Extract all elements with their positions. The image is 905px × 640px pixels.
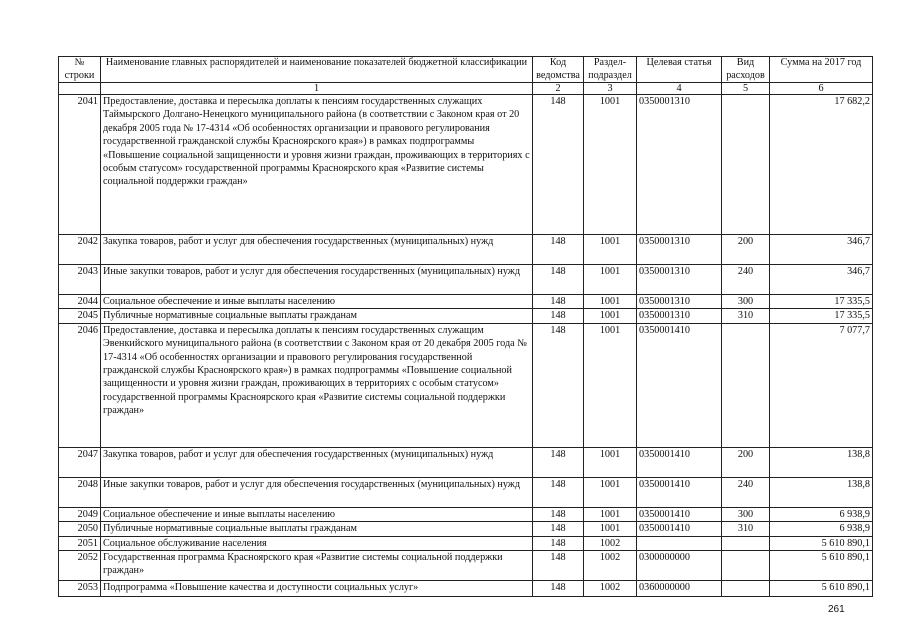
index-cell: 6 bbox=[770, 83, 873, 95]
header-name: Наименование главных распорядителей и наименование показателей бюджетной классификации bbox=[101, 57, 533, 83]
row-sum-cell: 6 938,9 bbox=[770, 507, 873, 521]
row-number-cell: 2044 bbox=[59, 295, 101, 309]
header-section: Раздел-подраздел bbox=[584, 57, 637, 83]
row-type-cell: 300 bbox=[722, 507, 770, 521]
row-code-cell: 148 bbox=[533, 522, 584, 536]
row-number-cell: 2053 bbox=[59, 581, 101, 597]
row-code-cell: 148 bbox=[533, 551, 584, 581]
header-code: Код ведомства bbox=[533, 57, 584, 83]
index-cell-blank bbox=[59, 83, 101, 95]
row-target-cell: 0360000000 bbox=[637, 581, 722, 597]
row-target-cell: 0350001410 bbox=[637, 507, 722, 521]
row-section-cell: 1001 bbox=[584, 477, 637, 507]
row-code-cell: 148 bbox=[533, 235, 584, 265]
row-code-cell: 148 bbox=[533, 581, 584, 597]
row-target-cell bbox=[637, 536, 722, 550]
row-number-cell: 2051 bbox=[59, 536, 101, 550]
row-code-cell: 148 bbox=[533, 95, 584, 235]
header-num: № строки bbox=[59, 57, 101, 83]
table-row bbox=[59, 95, 873, 235]
row-name-cell: Социальное обслуживание населения bbox=[101, 536, 533, 550]
index-cell: 4 bbox=[637, 83, 722, 95]
row-code-cell: 148 bbox=[533, 323, 584, 447]
row-sum-cell: 17 335,5 bbox=[770, 309, 873, 323]
header-sum: Сумма на 2017 год bbox=[770, 57, 873, 83]
row-target-cell: 0350001310 bbox=[637, 265, 722, 295]
row-number-cell: 2042 bbox=[59, 235, 101, 265]
row-name-cell: Подпрограмма «Повышение качества и доступности социальных услуг» bbox=[101, 581, 533, 597]
row-sum-cell: 5 610 890,1 bbox=[770, 536, 873, 550]
row-type-cell: 240 bbox=[722, 477, 770, 507]
table-row bbox=[59, 323, 873, 447]
row-sum-cell: 5 610 890,1 bbox=[770, 551, 873, 581]
row-target-cell: 0300000000 bbox=[637, 551, 722, 581]
row-type-cell bbox=[722, 536, 770, 550]
row-number-cell: 2050 bbox=[59, 522, 101, 536]
row-name-cell: Социальное обеспечение и иные выплаты населению bbox=[101, 507, 533, 521]
table-row bbox=[59, 477, 873, 507]
row-section-cell: 1001 bbox=[584, 295, 637, 309]
row-type-cell bbox=[722, 581, 770, 597]
table-row bbox=[59, 447, 873, 477]
row-type-cell: 310 bbox=[722, 522, 770, 536]
row-section-cell: 1002 bbox=[584, 551, 637, 581]
header-type: Вид расходов bbox=[722, 57, 770, 83]
row-type-cell: 240 bbox=[722, 265, 770, 295]
row-type-cell bbox=[722, 323, 770, 447]
row-sum-cell: 17 335,5 bbox=[770, 295, 873, 309]
table-row bbox=[59, 507, 873, 521]
row-type-cell: 310 bbox=[722, 309, 770, 323]
page-number: 261 bbox=[828, 604, 845, 615]
budget-table bbox=[58, 56, 873, 597]
row-target-cell: 0350001310 bbox=[637, 295, 722, 309]
row-name-cell: Иные закупки товаров, работ и услуг для обеспечения государственных (муниципальных) нужд bbox=[101, 477, 533, 507]
row-target-cell: 0350001410 bbox=[637, 522, 722, 536]
row-type-cell: 200 bbox=[722, 447, 770, 477]
row-section-cell: 1001 bbox=[584, 447, 637, 477]
row-number-cell: 2041 bbox=[59, 95, 101, 235]
row-name-cell: Социальное обеспечение и иные выплаты населению bbox=[101, 295, 533, 309]
row-target-cell: 0350001310 bbox=[637, 95, 722, 235]
row-section-cell: 1001 bbox=[584, 522, 637, 536]
row-sum-cell: 138,8 bbox=[770, 477, 873, 507]
row-type-cell: 300 bbox=[722, 295, 770, 309]
table-body bbox=[59, 95, 873, 597]
index-cell: 2 bbox=[533, 83, 584, 95]
row-number-cell: 2045 bbox=[59, 309, 101, 323]
row-sum-cell: 346,7 bbox=[770, 235, 873, 265]
row-target-cell: 0350001410 bbox=[637, 477, 722, 507]
row-target-cell: 0350001410 bbox=[637, 323, 722, 447]
row-number-cell: 2052 bbox=[59, 551, 101, 581]
row-code-cell: 148 bbox=[533, 536, 584, 550]
row-name-cell: Предоставление, доставка и пересылка доплаты к пенсиям государственных служащим Эвенкийского муниципального района (в соответствии с Законом края от 20 декабря 2005 года № 17-4314 «Об особенностях организации и правового регулирования государственной гражданской службы Красноярского края») в рамках подпрограммы «Повышение социальной защищенности и уровня жизни граждан, проживающих в территориях с особым статусом» государственной программы Красноярского края «Развитие системы социальной поддержки граждан» bbox=[101, 323, 533, 447]
row-type-cell bbox=[722, 551, 770, 581]
row-name-cell: Предоставление, доставка и пересылка доплаты к пенсиям государственных служащих Таймырского Долгано-Ненецкого муниципального района (в соответствии с Законом края от 20 декабря 2005 года № 17-4314 «Об особенностях организации и правового регулирования государственной гражданской службы Красноярского края») в рамках подпрограммы «Повышение социальной защищенности и уровня жизни граждан, проживающих в территориях с особым статусом» государственной программы Красноярского края «Развитие системы социальной поддержки граждан» bbox=[101, 95, 533, 235]
index-cell: 3 bbox=[584, 83, 637, 95]
row-number-cell: 2046 bbox=[59, 323, 101, 447]
table-row bbox=[59, 536, 873, 550]
row-type-cell: 200 bbox=[722, 235, 770, 265]
row-name-cell: Иные закупки товаров, работ и услуг для обеспечения государственных (муниципальных) нужд bbox=[101, 265, 533, 295]
row-code-cell: 148 bbox=[533, 507, 584, 521]
row-code-cell: 148 bbox=[533, 477, 584, 507]
row-sum-cell: 5 610 890,1 bbox=[770, 581, 873, 597]
row-target-cell: 0350001410 bbox=[637, 447, 722, 477]
row-section-cell: 1001 bbox=[584, 323, 637, 447]
row-name-cell: Закупка товаров, работ и услуг для обеспечения государственных (муниципальных) нужд bbox=[101, 447, 533, 477]
header-row bbox=[59, 57, 873, 83]
index-cell: 1 bbox=[101, 83, 533, 95]
row-number-cell: 2048 bbox=[59, 477, 101, 507]
row-sum-cell: 7 077,7 bbox=[770, 323, 873, 447]
row-number-cell: 2049 bbox=[59, 507, 101, 521]
index-cell: 5 bbox=[722, 83, 770, 95]
row-name-cell: Публичные нормативные социальные выплаты гражданам bbox=[101, 522, 533, 536]
table-row bbox=[59, 551, 873, 581]
row-name-cell: Закупка товаров, работ и услуг для обеспечения государственных (муниципальных) нужд bbox=[101, 235, 533, 265]
row-section-cell: 1001 bbox=[584, 235, 637, 265]
row-number-cell: 2047 bbox=[59, 447, 101, 477]
table-row bbox=[59, 522, 873, 536]
row-section-cell: 1002 bbox=[584, 581, 637, 597]
row-code-cell: 148 bbox=[533, 447, 584, 477]
row-name-cell: Государственная программа Красноярского края «Развитие системы социальной поддержки граждан» bbox=[101, 551, 533, 581]
index-row bbox=[59, 83, 873, 95]
row-section-cell: 1001 bbox=[584, 309, 637, 323]
row-section-cell: 1002 bbox=[584, 536, 637, 550]
row-name-cell: Публичные нормативные социальные выплаты гражданам bbox=[101, 309, 533, 323]
row-target-cell: 0350001310 bbox=[637, 235, 722, 265]
row-code-cell: 148 bbox=[533, 295, 584, 309]
row-sum-cell: 6 938,9 bbox=[770, 522, 873, 536]
row-number-cell: 2043 bbox=[59, 265, 101, 295]
row-code-cell: 148 bbox=[533, 265, 584, 295]
table-row bbox=[59, 235, 873, 265]
row-type-cell bbox=[722, 95, 770, 235]
table-row bbox=[59, 309, 873, 323]
row-section-cell: 1001 bbox=[584, 265, 637, 295]
row-sum-cell: 17 682,2 bbox=[770, 95, 873, 235]
row-section-cell: 1001 bbox=[584, 507, 637, 521]
row-section-cell: 1001 bbox=[584, 95, 637, 235]
table-row bbox=[59, 581, 873, 597]
table-row bbox=[59, 295, 873, 309]
header-target: Целевая статья bbox=[637, 57, 722, 83]
row-sum-cell: 346,7 bbox=[770, 265, 873, 295]
row-code-cell: 148 bbox=[533, 309, 584, 323]
table-row bbox=[59, 265, 873, 295]
row-sum-cell: 138,8 bbox=[770, 447, 873, 477]
row-target-cell: 0350001310 bbox=[637, 309, 722, 323]
